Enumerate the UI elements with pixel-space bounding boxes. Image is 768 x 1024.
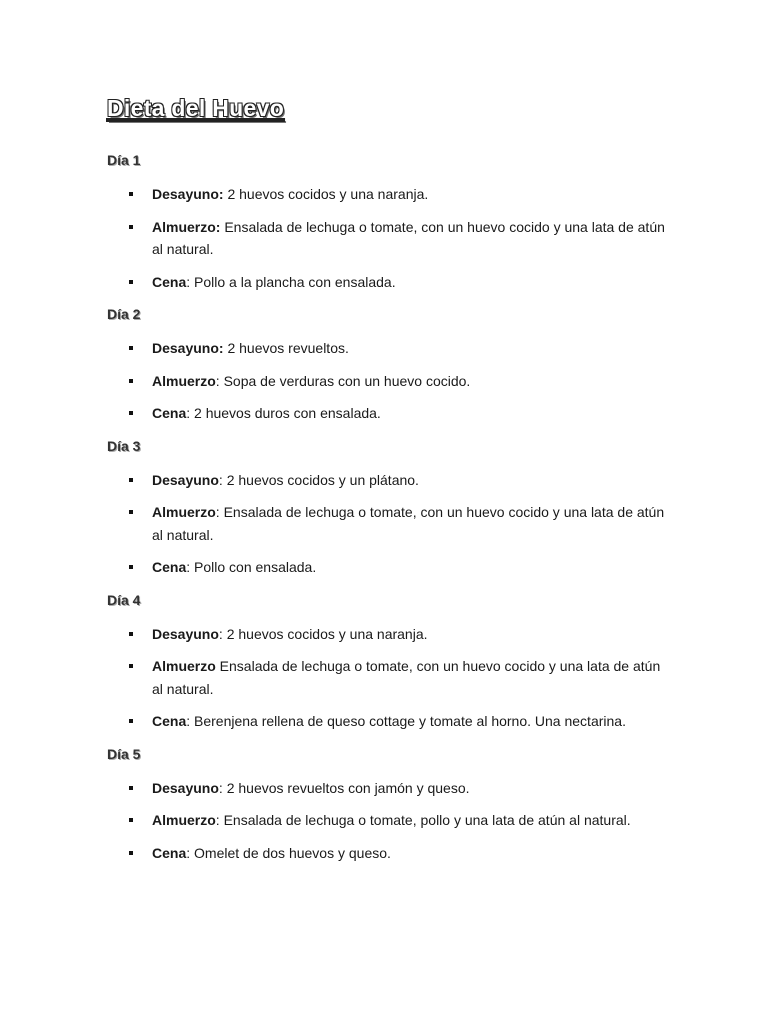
meal-text: 2 huevos cocidos y una naranja. — [223, 186, 429, 202]
meal-item-dinner — [107, 842, 667, 865]
square-bullet-icon — [129, 478, 133, 482]
meal-label: Almuerzo: — [152, 218, 221, 235]
day-section — [107, 437, 667, 579]
meal-item-breakfast — [107, 183, 667, 206]
meal-item-lunch — [107, 809, 667, 832]
meal-text: : Omelet de dos huevos y queso. — [186, 844, 391, 861]
meal-label: Cena — [152, 713, 187, 729]
square-bullet-icon — [129, 632, 133, 636]
meal-text: : 2 huevos duros con ensalada. — [186, 405, 381, 421]
meal-item-lunch — [107, 370, 667, 393]
meal-list — [107, 777, 667, 865]
meal-label: Almuerzo — [152, 372, 216, 389]
square-bullet-icon — [129, 818, 133, 822]
square-bullet-icon — [129, 510, 133, 514]
meal-item-breakfast — [107, 469, 667, 492]
meal-text: : Ensalada de lechuga o tomate, con un huevo cocido y una lata de atún al natural. — [152, 504, 665, 543]
day-heading: Día 1 — [107, 152, 141, 168]
day-section — [107, 305, 667, 425]
meal-text: Ensalada de lechuga o tomate, con un huevo cocido y una lata de atún al natural. — [152, 218, 665, 257]
meal-label: Cena — [152, 273, 187, 290]
meal-text: : 2 huevos cocidos y un plátano. — [218, 471, 419, 488]
day-heading: Día 4 — [107, 591, 141, 608]
meal-text: : Berenjena rellena de queso cottage y tomate al horno. Una nectarina. — [186, 713, 626, 729]
square-bullet-icon — [129, 225, 133, 229]
meal-list — [107, 183, 667, 293]
meal-label: Desayuno: — [152, 186, 224, 202]
meal-item-breakfast — [107, 777, 667, 800]
meal-list — [107, 469, 667, 579]
meal-text: 2 huevos revueltos. — [223, 340, 349, 356]
square-bullet-icon — [129, 719, 133, 723]
meal-item-lunch — [107, 216, 667, 261]
meal-text: : 2 huevos revueltos con jamón y queso. — [218, 779, 470, 796]
meal-item-lunch — [107, 655, 667, 700]
square-bullet-icon — [129, 786, 133, 790]
meal-label: Cena — [152, 405, 187, 421]
square-bullet-icon — [129, 192, 133, 196]
meal-item-lunch — [107, 501, 667, 546]
meal-label: Desayuno — [152, 471, 219, 488]
meal-item-dinner — [107, 271, 667, 294]
meal-label: Desayuno — [152, 625, 219, 642]
day-section — [107, 151, 667, 293]
meal-label: Desayuno — [152, 779, 219, 796]
square-bullet-icon — [129, 565, 133, 569]
day-section — [107, 745, 667, 865]
meal-label: Almuerzo — [152, 658, 216, 674]
meal-label: Almuerzo — [152, 812, 216, 828]
meal-list — [107, 337, 667, 425]
square-bullet-icon — [129, 346, 133, 350]
document-page — [107, 93, 667, 876]
square-bullet-icon — [129, 851, 133, 855]
day-heading: Día 3 — [107, 437, 141, 454]
meal-text: : Ensalada de lechuga o tomate, pollo y una lata de atún al natural. — [215, 812, 631, 828]
meal-label: Desayuno: — [152, 340, 224, 356]
page-title: Dieta del Huevo — [107, 95, 285, 121]
meal-label: Cena — [152, 559, 187, 575]
meal-text: : Sopa de verduras con un huevo cocido. — [215, 372, 471, 389]
square-bullet-icon — [129, 379, 133, 383]
meal-item-dinner — [107, 556, 667, 579]
meal-list — [107, 623, 667, 733]
meal-text: : 2 huevos cocidos y una naranja. — [218, 625, 428, 642]
day-section — [107, 591, 667, 733]
meal-item-breakfast — [107, 337, 667, 360]
meal-text: Ensalada de lechuga o tomate, con un huevo cocido y una lata de atún al natural. — [152, 658, 661, 697]
meal-label: Cena — [152, 844, 187, 861]
meal-item-dinner — [107, 402, 667, 425]
square-bullet-icon — [129, 411, 133, 415]
square-bullet-icon — [129, 664, 133, 668]
meal-text: : Pollo a la plancha con ensalada. — [186, 273, 396, 290]
day-heading: Día 5 — [107, 745, 141, 762]
meal-text: : Pollo con ensalada. — [186, 559, 317, 575]
square-bullet-icon — [129, 280, 133, 284]
meal-item-breakfast — [107, 623, 667, 646]
meal-item-dinner — [107, 710, 667, 733]
meal-label: Almuerzo — [152, 504, 216, 520]
day-heading: Día 2 — [107, 306, 141, 322]
